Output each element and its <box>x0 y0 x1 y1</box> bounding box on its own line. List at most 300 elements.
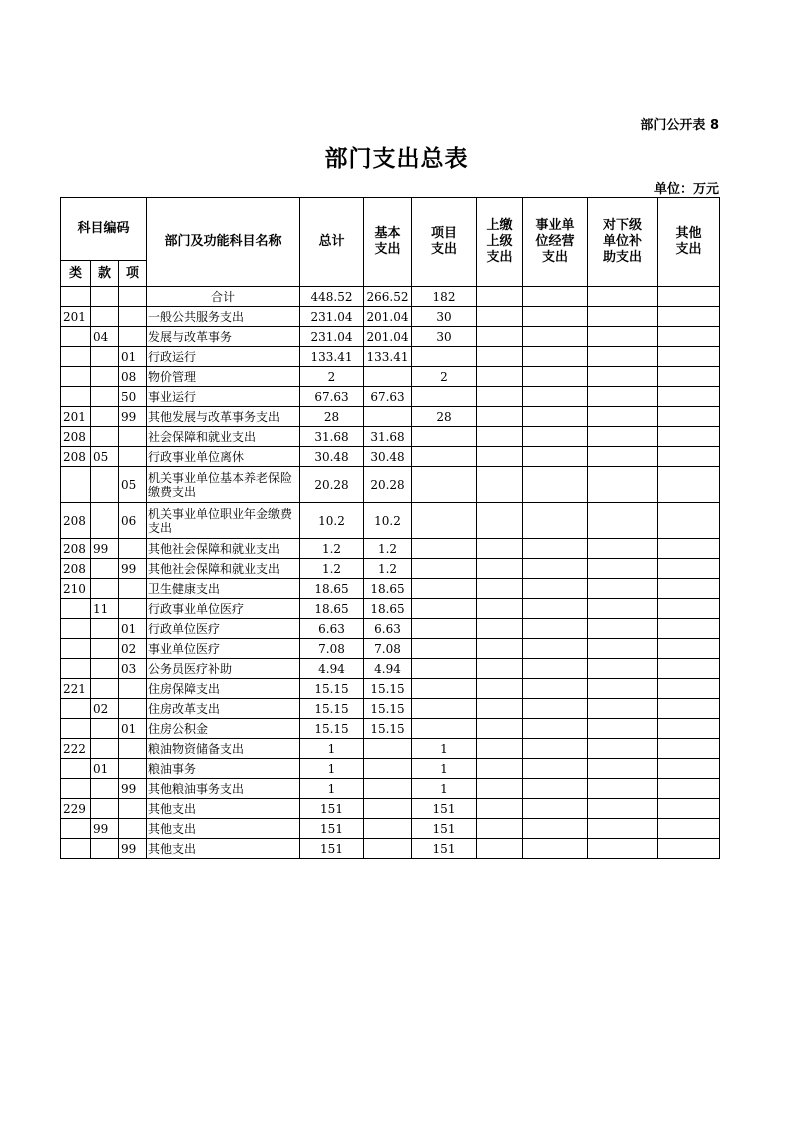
cell-kuan: 99 <box>91 539 119 559</box>
header-project <box>412 198 477 287</box>
cell-basic: 10.2 <box>364 503 412 539</box>
header-kuan: 款 <box>91 261 119 287</box>
cell-other <box>658 639 720 659</box>
cell-name: 其他社会保障和就业支出 <box>147 559 300 579</box>
cell-upper <box>477 779 523 799</box>
cell-name: 行政事业单位离休 <box>147 447 300 467</box>
cell-lei <box>61 367 91 387</box>
cell-business <box>523 539 588 559</box>
cell-business <box>523 559 588 579</box>
cell-lei <box>61 599 91 619</box>
table-row <box>61 427 720 447</box>
cell-name: 其他粮油事务支出 <box>147 779 300 799</box>
cell-xiang: 99 <box>119 839 147 859</box>
table-row <box>61 839 720 859</box>
cell-project <box>412 719 477 739</box>
cell-business <box>523 287 588 307</box>
cell-total: 1 <box>300 779 364 799</box>
cell-upper <box>477 367 523 387</box>
cell-project <box>412 347 477 367</box>
cell-subsidy <box>588 367 658 387</box>
header-subject-code: 科目编码 <box>61 198 147 261</box>
cell-subsidy <box>588 427 658 447</box>
cell-subsidy <box>588 539 658 559</box>
cell-lei <box>61 819 91 839</box>
cell-total: 31.68 <box>300 427 364 447</box>
cell-xiang <box>119 447 147 467</box>
cell-lei <box>61 387 91 407</box>
cell-xiang: 08 <box>119 367 147 387</box>
cell-name: 物价管理 <box>147 367 300 387</box>
cell-basic <box>364 759 412 779</box>
cell-other <box>658 307 720 327</box>
cell-kuan <box>91 739 119 759</box>
expenditure-table <box>60 197 720 859</box>
table-row <box>61 739 720 759</box>
cell-name: 发展与改革事务 <box>147 327 300 347</box>
cell-lei: 201 <box>61 407 91 427</box>
cell-xiang: 99 <box>119 407 147 427</box>
cell-xiang: 99 <box>119 559 147 579</box>
cell-kuan: 02 <box>91 699 119 719</box>
cell-upper <box>477 559 523 579</box>
header-upper <box>477 198 523 287</box>
cell-basic: 1.2 <box>364 559 412 579</box>
cell-basic: 4.94 <box>364 659 412 679</box>
cell-subsidy <box>588 287 658 307</box>
cell-total: 18.65 <box>300 599 364 619</box>
cell-business <box>523 427 588 447</box>
cell-xiang <box>119 539 147 559</box>
cell-subsidy <box>588 503 658 539</box>
table-row <box>61 503 720 539</box>
cell-upper <box>477 407 523 427</box>
cell-subsidy <box>588 659 658 679</box>
cell-kuan: 11 <box>91 599 119 619</box>
table-row <box>61 619 720 639</box>
cell-project <box>412 619 477 639</box>
cell-upper <box>477 679 523 699</box>
cell-business <box>523 819 588 839</box>
cell-business <box>523 407 588 427</box>
cell-upper <box>477 503 523 539</box>
cell-other <box>658 407 720 427</box>
cell-xiang <box>119 599 147 619</box>
cell-upper <box>477 387 523 407</box>
header-other <box>658 198 720 287</box>
cell-kuan: 05 <box>91 447 119 467</box>
cell-xiang: 01 <box>119 719 147 739</box>
cell-basic <box>364 407 412 427</box>
cell-lei: 208 <box>61 559 91 579</box>
cell-lei: 208 <box>61 539 91 559</box>
cell-project <box>412 387 477 407</box>
cell-other <box>658 387 720 407</box>
table-row <box>61 639 720 659</box>
cell-lei: 208 <box>61 427 91 447</box>
cell-other <box>658 447 720 467</box>
cell-upper <box>477 699 523 719</box>
cell-subsidy <box>588 559 658 579</box>
cell-total: 1 <box>300 739 364 759</box>
table-row <box>61 599 720 619</box>
cell-name: 社会保障和就业支出 <box>147 427 300 447</box>
cell-basic: 201.04 <box>364 327 412 347</box>
cell-name: 事业单位医疗 <box>147 639 300 659</box>
cell-lei <box>61 467 91 503</box>
cell-kuan: 04 <box>91 327 119 347</box>
cell-upper <box>477 307 523 327</box>
cell-project <box>412 599 477 619</box>
cell-other <box>658 579 720 599</box>
cell-lei: 229 <box>61 799 91 819</box>
cell-subsidy <box>588 699 658 719</box>
cell-name: 粮油事务 <box>147 759 300 779</box>
cell-upper <box>477 819 523 839</box>
cell-basic: 6.63 <box>364 619 412 639</box>
cell-kuan <box>91 679 119 699</box>
cell-project: 30 <box>412 327 477 347</box>
cell-total: 30.48 <box>300 447 364 467</box>
cell-project <box>412 467 477 503</box>
table-row <box>61 759 720 779</box>
cell-business <box>523 347 588 367</box>
cell-kuan <box>91 407 119 427</box>
table-row <box>61 819 720 839</box>
cell-kuan <box>91 659 119 679</box>
cell-business <box>523 307 588 327</box>
cell-total: 151 <box>300 799 364 819</box>
cell-subsidy <box>588 347 658 367</box>
table-row <box>61 719 720 739</box>
cell-basic <box>364 367 412 387</box>
cell-business <box>523 679 588 699</box>
cell-upper <box>477 799 523 819</box>
form-number: 部门公开表 8 <box>640 118 719 133</box>
cell-kuan <box>91 719 119 739</box>
cell-subsidy <box>588 599 658 619</box>
cell-total: 67.63 <box>300 387 364 407</box>
table-row <box>61 287 720 307</box>
cell-basic: 18.65 <box>364 579 412 599</box>
cell-total: 7.08 <box>300 639 364 659</box>
cell-xiang: 03 <box>119 659 147 679</box>
cell-other <box>658 799 720 819</box>
cell-business <box>523 327 588 347</box>
cell-lei <box>61 719 91 739</box>
cell-name: 其他支出 <box>147 819 300 839</box>
cell-xiang <box>119 427 147 447</box>
cell-subsidy <box>588 387 658 407</box>
cell-project: 151 <box>412 799 477 819</box>
cell-project: 28 <box>412 407 477 427</box>
cell-lei <box>61 839 91 859</box>
cell-upper <box>477 839 523 859</box>
cell-basic: 31.68 <box>364 427 412 447</box>
table-row <box>61 659 720 679</box>
cell-name: 合计 <box>147 287 300 307</box>
cell-other <box>658 819 720 839</box>
table-row <box>61 539 720 559</box>
cell-other <box>658 467 720 503</box>
cell-upper <box>477 659 523 679</box>
cell-upper <box>477 639 523 659</box>
cell-business <box>523 719 588 739</box>
cell-subsidy <box>588 839 658 859</box>
cell-basic <box>364 799 412 819</box>
cell-total: 28 <box>300 407 364 427</box>
header-lei: 类 <box>61 261 91 287</box>
cell-subsidy <box>588 467 658 503</box>
cell-total: 1 <box>300 759 364 779</box>
table-row <box>61 387 720 407</box>
cell-name: 机关事业单位职业年金缴费支出 <box>147 503 300 539</box>
cell-lei <box>61 287 91 307</box>
cell-upper <box>477 739 523 759</box>
cell-xiang <box>119 699 147 719</box>
cell-kuan <box>91 799 119 819</box>
cell-name: 其他社会保障和就业支出 <box>147 539 300 559</box>
cell-total: 1.2 <box>300 559 364 579</box>
cell-kuan: 99 <box>91 819 119 839</box>
cell-other <box>658 427 720 447</box>
cell-project <box>412 447 477 467</box>
header-name: 部门及功能科目名称 <box>147 198 300 287</box>
cell-upper <box>477 447 523 467</box>
header-basic <box>364 198 412 287</box>
cell-upper <box>477 539 523 559</box>
cell-name: 其他支出 <box>147 839 300 859</box>
cell-basic: 15.15 <box>364 719 412 739</box>
cell-business <box>523 779 588 799</box>
cell-kuan <box>91 503 119 539</box>
cell-xiang <box>119 739 147 759</box>
cell-kuan <box>91 559 119 579</box>
table-row <box>61 467 720 503</box>
cell-xiang <box>119 679 147 699</box>
cell-project <box>412 659 477 679</box>
table-row <box>61 327 720 347</box>
table-row <box>61 699 720 719</box>
cell-total: 4.94 <box>300 659 364 679</box>
cell-project: 30 <box>412 307 477 327</box>
cell-subsidy <box>588 579 658 599</box>
cell-basic: 20.28 <box>364 467 412 503</box>
cell-other <box>658 759 720 779</box>
cell-basic: 67.63 <box>364 387 412 407</box>
cell-subsidy <box>588 719 658 739</box>
cell-other <box>658 699 720 719</box>
header-upper-text: 上缴 上级 支出 <box>486 218 513 265</box>
cell-name: 粮油物资储备支出 <box>147 739 300 759</box>
cell-upper <box>477 327 523 347</box>
table-row <box>61 579 720 599</box>
cell-xiang <box>119 327 147 347</box>
cell-basic: 18.65 <box>364 599 412 619</box>
cell-name: 行政单位医疗 <box>147 619 300 639</box>
cell-project <box>412 427 477 447</box>
cell-total: 10.2 <box>300 503 364 539</box>
cell-business <box>523 387 588 407</box>
cell-total: 6.63 <box>300 619 364 639</box>
cell-kuan <box>91 779 119 799</box>
cell-kuan <box>91 839 119 859</box>
cell-basic <box>364 839 412 859</box>
cell-business <box>523 699 588 719</box>
cell-business <box>523 659 588 679</box>
cell-xiang <box>119 307 147 327</box>
cell-kuan <box>91 307 119 327</box>
table-row <box>61 307 720 327</box>
cell-kuan: 01 <box>91 759 119 779</box>
cell-lei: 208 <box>61 503 91 539</box>
cell-basic <box>364 779 412 799</box>
cell-subsidy <box>588 407 658 427</box>
cell-subsidy <box>588 619 658 639</box>
cell-name: 卫生健康支出 <box>147 579 300 599</box>
cell-subsidy <box>588 307 658 327</box>
cell-kuan <box>91 367 119 387</box>
cell-project <box>412 579 477 599</box>
cell-xiang <box>119 819 147 839</box>
cell-business <box>523 579 588 599</box>
cell-other <box>658 839 720 859</box>
table-row <box>61 367 720 387</box>
unit-label: 单位：万元 <box>653 182 719 197</box>
cell-upper <box>477 619 523 639</box>
cell-name: 住房公积金 <box>147 719 300 739</box>
cell-project: 182 <box>412 287 477 307</box>
cell-kuan <box>91 619 119 639</box>
cell-basic: 7.08 <box>364 639 412 659</box>
header-other-text: 其他 支出 <box>675 226 702 257</box>
cell-upper <box>477 579 523 599</box>
cell-upper <box>477 427 523 447</box>
cell-upper <box>477 287 523 307</box>
header-subsidy-text: 对下级 单位补 助支出 <box>602 218 642 265</box>
cell-total: 231.04 <box>300 327 364 347</box>
cell-business <box>523 799 588 819</box>
cell-upper <box>477 719 523 739</box>
cell-basic <box>364 739 412 759</box>
cell-other <box>658 739 720 759</box>
cell-other <box>658 559 720 579</box>
cell-lei <box>61 327 91 347</box>
cell-lei <box>61 659 91 679</box>
table-row <box>61 799 720 819</box>
cell-business <box>523 467 588 503</box>
cell-project <box>412 699 477 719</box>
cell-project: 1 <box>412 739 477 759</box>
cell-kuan <box>91 287 119 307</box>
cell-total: 2 <box>300 367 364 387</box>
cell-basic: 15.15 <box>364 699 412 719</box>
cell-kuan <box>91 639 119 659</box>
cell-kuan <box>91 387 119 407</box>
cell-lei: 208 <box>61 447 91 467</box>
table-row <box>61 447 720 467</box>
cell-kuan <box>91 579 119 599</box>
cell-business <box>523 739 588 759</box>
cell-lei: 221 <box>61 679 91 699</box>
cell-total: 448.52 <box>300 287 364 307</box>
table-row <box>61 779 720 799</box>
cell-project: 1 <box>412 759 477 779</box>
cell-business <box>523 367 588 387</box>
cell-other <box>658 719 720 739</box>
cell-basic: 266.52 <box>364 287 412 307</box>
cell-name: 行政事业单位医疗 <box>147 599 300 619</box>
cell-business <box>523 447 588 467</box>
cell-lei <box>61 347 91 367</box>
cell-business <box>523 639 588 659</box>
cell-basic: 15.15 <box>364 679 412 699</box>
cell-business <box>523 503 588 539</box>
cell-xiang: 06 <box>119 503 147 539</box>
cell-basic: 133.41 <box>364 347 412 367</box>
header-total: 总计 <box>300 198 364 287</box>
cell-total: 15.15 <box>300 719 364 739</box>
cell-total: 20.28 <box>300 467 364 503</box>
cell-other <box>658 287 720 307</box>
cell-name: 住房保障支出 <box>147 679 300 699</box>
cell-other <box>658 619 720 639</box>
cell-project <box>412 639 477 659</box>
cell-xiang: 01 <box>119 619 147 639</box>
cell-project: 2 <box>412 367 477 387</box>
cell-subsidy <box>588 819 658 839</box>
cell-xiang: 05 <box>119 467 147 503</box>
cell-total: 151 <box>300 839 364 859</box>
cell-total: 18.65 <box>300 579 364 599</box>
cell-xiang <box>119 799 147 819</box>
cell-total: 15.15 <box>300 679 364 699</box>
cell-basic: 1.2 <box>364 539 412 559</box>
cell-xiang: 50 <box>119 387 147 407</box>
cell-xiang <box>119 287 147 307</box>
cell-upper <box>477 467 523 503</box>
header-business-text: 事业单 位经营 支出 <box>535 218 575 265</box>
cell-name: 事业运行 <box>147 387 300 407</box>
cell-project <box>412 559 477 579</box>
cell-basic: 30.48 <box>364 447 412 467</box>
cell-lei <box>61 639 91 659</box>
header-business <box>523 198 588 287</box>
cell-business <box>523 759 588 779</box>
cell-project: 1 <box>412 779 477 799</box>
header-basic-text: 基本 支出 <box>374 226 401 257</box>
cell-kuan <box>91 427 119 447</box>
header-subsidy <box>588 198 658 287</box>
cell-other <box>658 327 720 347</box>
cell-other <box>658 367 720 387</box>
cell-project <box>412 679 477 699</box>
cell-name: 其他发展与改革事务支出 <box>147 407 300 427</box>
cell-name: 住房改革支出 <box>147 699 300 719</box>
cell-other <box>658 503 720 539</box>
cell-lei <box>61 759 91 779</box>
cell-name: 行政运行 <box>147 347 300 367</box>
cell-name: 其他支出 <box>147 799 300 819</box>
cell-other <box>658 347 720 367</box>
cell-subsidy <box>588 639 658 659</box>
cell-name: 机关事业单位基本养老保险缴费支出 <box>147 467 300 503</box>
cell-other <box>658 679 720 699</box>
cell-lei <box>61 619 91 639</box>
cell-subsidy <box>588 799 658 819</box>
cell-other <box>658 539 720 559</box>
cell-lei: 222 <box>61 739 91 759</box>
